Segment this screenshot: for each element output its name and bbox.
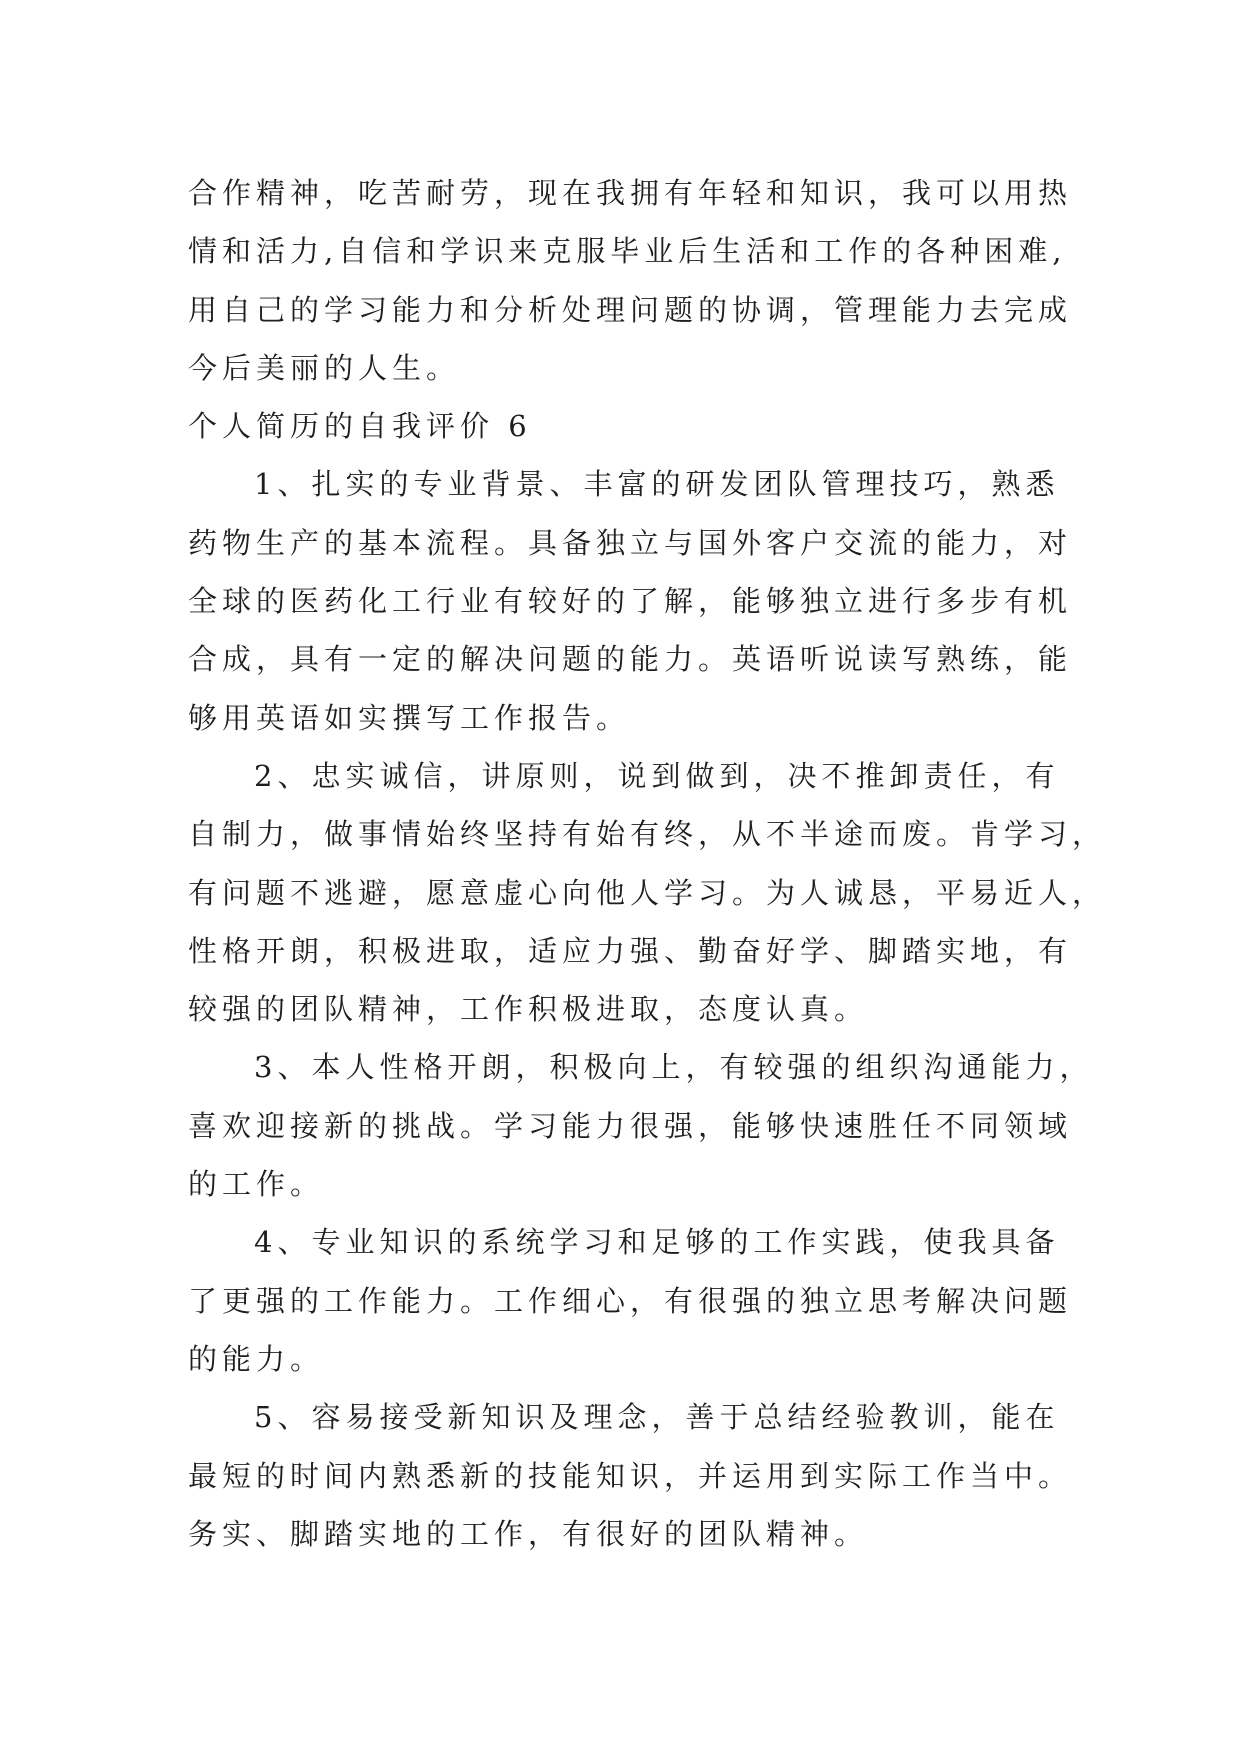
paragraph-5: [188, 1388, 1093, 1563]
text-line: 性格开朗，积极进取，适应力强、勤奋好学、脚踏实地，有: [188, 933, 1073, 968]
paragraph-4: [188, 1213, 1093, 1388]
text-line: 情和活力,自信和学识来克服毕业后生活和工作的各种困难,: [188, 234, 1067, 269]
text-line: 合作精神，吃苦耐劳，现在我拥有年轻和知识，我可以用热: [188, 176, 1073, 210]
text-line: 较强的团队精神，工作积极进取，态度认真。: [188, 992, 869, 1027]
text-line: 的能力。: [188, 1341, 325, 1376]
intro-paragraph: [188, 164, 1093, 397]
text-line: 4、专业知识的系统学习和足够的工作实践，使我具备: [254, 1225, 1060, 1260]
document-body: [188, 164, 1107, 1563]
text-line: 3、本人性格开朗，积极向上，有较强的组织沟通能力，: [254, 1050, 1094, 1085]
text-line: 了更强的工作能力。工作细心，有很强的独立思考解决问题: [188, 1283, 1073, 1318]
text-line: 全球的医药化工行业有较好的了解，能够独立进行多步有机: [188, 584, 1073, 619]
text-line: 喜欢迎接新的挑战。学习能力很强，能够快速胜任不同领域: [188, 1108, 1073, 1143]
text-line: 自制力，做事情始终坚持有始有终，从不半途而废。肯学习，: [188, 817, 1107, 852]
text-line: 的工作。: [188, 1167, 325, 1202]
section-heading: 个人简历的自我评价 6: [188, 409, 532, 444]
text-line: 药物生产的基本流程。具备独立与国外客户交流的能力，对: [188, 525, 1073, 560]
text-line: 合成，具有一定的解决问题的能力。英语听说读写熟练，能: [188, 642, 1073, 677]
text-line: 有问题不逃避，愿意虚心向他人学习。为人诚恳，平易近人，: [188, 875, 1107, 910]
paragraph-2: [188, 747, 1107, 1038]
paragraph-3: [188, 1038, 1093, 1213]
text-line: 1、扎实的专业背景、丰富的研发团队管理技巧，熟悉: [254, 467, 1060, 502]
text-line: 2、忠实诚信，讲原则，说到做到，决不推卸责任，有: [254, 758, 1060, 793]
text-line: 务实、脚踏实地的工作，有很好的团队精神。: [188, 1516, 869, 1551]
text-line: 最短的时间内熟悉新的技能知识，并运用到实际工作当中。: [188, 1458, 1073, 1493]
text-line: 够用英语如实撰写工作报告。: [188, 700, 631, 735]
text-line: 今后美丽的人生。: [188, 350, 461, 385]
text-line: 5、容易接受新知识及理念，善于总结经验教训，能在: [254, 1400, 1060, 1435]
text-line: 用自己的学习能力和分析处理问题的协调，管理能力去完成: [188, 292, 1073, 327]
paragraph-1: [188, 455, 1093, 746]
